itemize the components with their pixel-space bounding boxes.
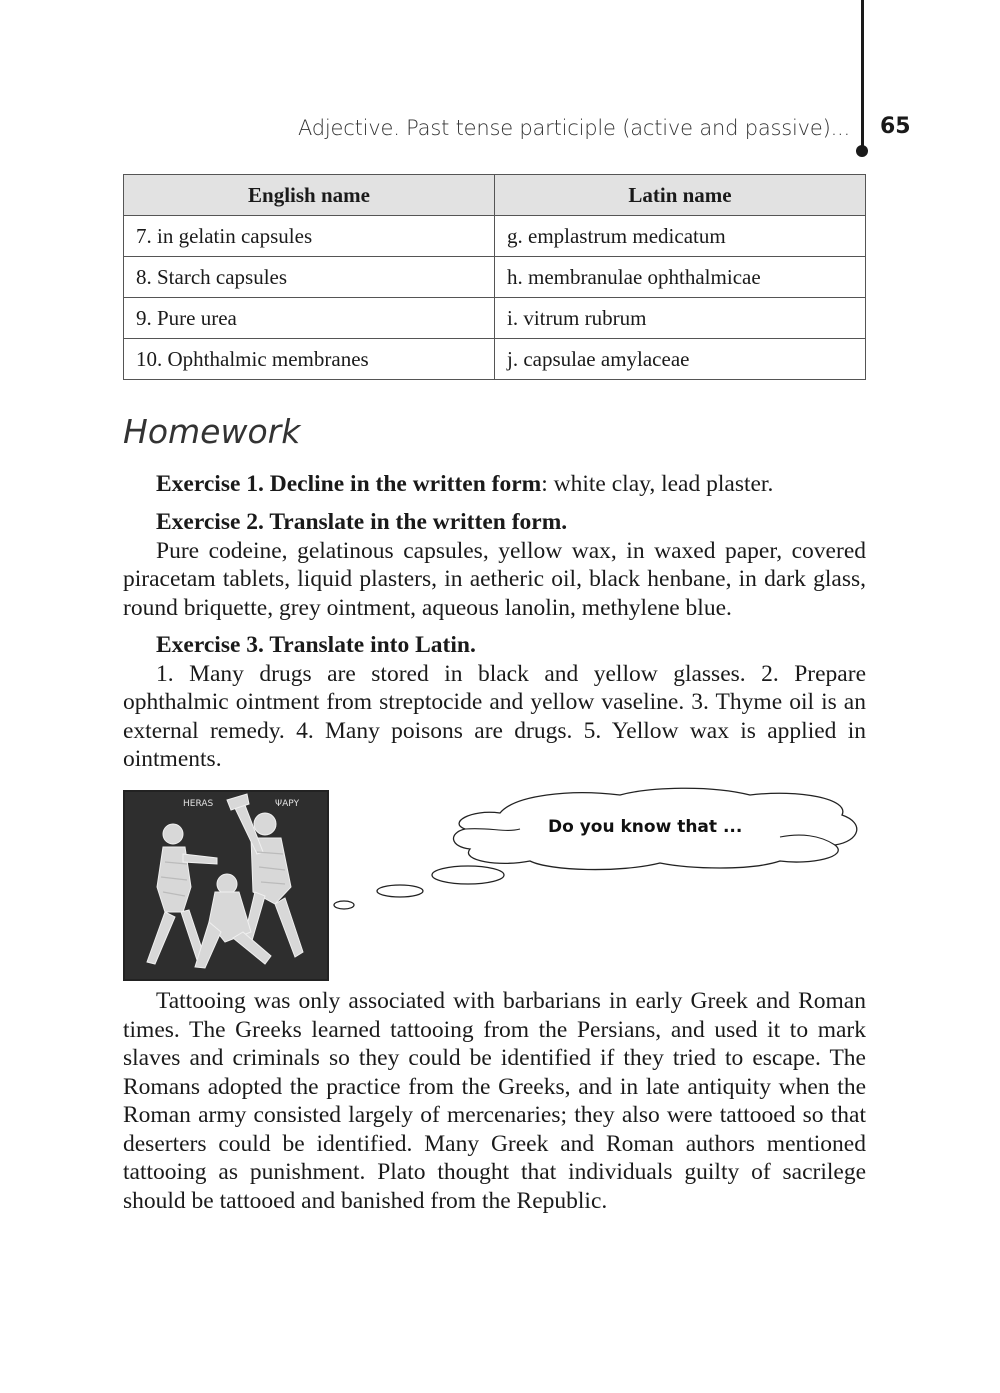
vase-label-left: HERAS: [183, 799, 214, 809]
table-row: [124, 339, 866, 380]
table-row: [124, 216, 866, 257]
header-rule: [861, 0, 864, 150]
table-cell-latin: j. capsulae amylaceae: [495, 339, 866, 380]
page-number: 65: [880, 114, 911, 139]
vocabulary-table: [123, 174, 866, 380]
table-row: [124, 257, 866, 298]
greek-vase-illustration: [123, 790, 329, 981]
body-paragraph: [123, 987, 866, 1215]
table-row: [124, 298, 866, 339]
homework-heading: Homework: [123, 412, 301, 451]
thought-dot-small: [334, 901, 354, 909]
table-cell-english: 8. Starch capsules: [124, 257, 495, 298]
exercise-2-label: Exercise 2. Translate in the written form.: [156, 509, 568, 535]
tattooing-paragraph: Tattooing was only associated with barbarians in early Greek and Roman times. The Greeks learned tattooing from the Persians, and used it to mark slaves and criminals so they could be identified if they tried to escape. The Romans adopted the practice from the Greeks, and in late antiquity when the Roman army consisted largely of mercenaries; they also were tattooed so that deserters could be identified. Many Greek and Roman authors mentioned tattooing as punishment. Plato thought that individuals guilty of sacrilege should be tattooed and banished from the Republic.: [123, 988, 866, 1214]
table-header-row: [124, 175, 866, 216]
exercise-1: [123, 470, 866, 499]
exercise-2: [123, 508, 866, 622]
exercise-2-text: Pure codeine, gelatinous capsules, yellow wax, in waxed paper, covered piracetam tablets, liquid plasters, in aetheric oil, black henbane, in dark glass, round briquette, grey ointment, aqueous lanolin, methylene blue.: [123, 537, 866, 621]
exercise-1-text: : white clay, lead plaster.: [541, 471, 774, 497]
header-rule-dot: [856, 145, 868, 157]
table-header-latin: Latin name: [495, 175, 866, 216]
vase-painting-image: [125, 792, 327, 979]
table-cell-latin: i. vitrum rubrum: [495, 298, 866, 339]
table-cell-latin: h. membranulae ophthalmicae: [495, 257, 866, 298]
table-cell-english: 7. in gelatin capsules: [124, 216, 495, 257]
table-header-english: English name: [124, 175, 495, 216]
thought-bubble: [330, 785, 870, 915]
exercise-3-label: Exercise 3. Translate into Latin.: [156, 632, 476, 658]
thought-dot-medium: [377, 885, 423, 897]
table-cell-english: 10. Ophthalmic membranes: [124, 339, 495, 380]
table-cell-latin: g. emplastrum medicatum: [495, 216, 866, 257]
thought-dot-large: [432, 866, 504, 884]
exercise-3: [123, 631, 866, 774]
exercise-1-label: Exercise 1. Decline in the written form: [156, 471, 542, 497]
callout-text: Do you know that ...: [548, 817, 743, 837]
table-cell-english: 9. Pure urea: [124, 298, 495, 339]
vase-label-right: ΨΑΡΥ: [275, 799, 300, 809]
running-head: Adjective. Past tense participle (active and passive)...: [297, 116, 850, 140]
exercise-3-text: 1. Many drugs are stored in black and yellow glasses. 2. Prepare ophthalmic ointment from streptocide and yellow vaseline. 3. Thyme oil is an external remedy. 4. Many poisons are drugs. 5. Yellow wax is applied in ointments.: [123, 660, 866, 772]
